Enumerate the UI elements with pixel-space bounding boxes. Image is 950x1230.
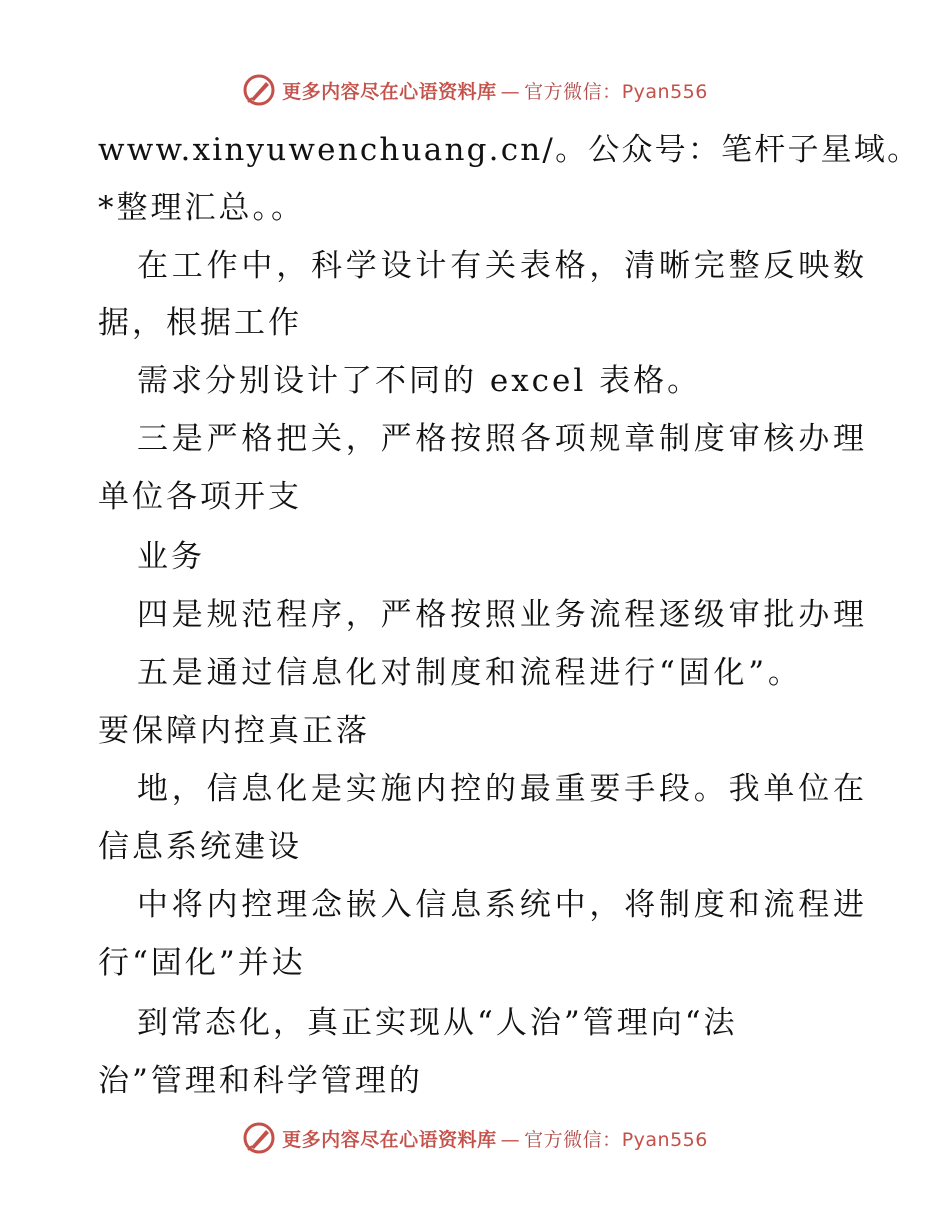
text-line: 业务 (137, 539, 205, 575)
watermark-main-text: 更多内容尽在心语资料库 (282, 80, 497, 103)
text-line: 中将内控理念嵌入信息系统中，将制度和流程进 (137, 887, 868, 923)
text-line: 行“固化”并达 (98, 945, 306, 981)
watermark-wechat-id: Pyan556 (621, 80, 708, 103)
text-line: 到常态化，真正实现从“人治”管理向“法 (137, 1005, 738, 1041)
text-line: 五是通过信息化对制度和流程进行“固化”。 (137, 655, 803, 691)
text-line: 三是严格把关，严格按照各项规章制度审核办理 (137, 421, 868, 457)
text-line: 在工作中，科学设计有关表格，清晰完整反映数 (137, 248, 868, 284)
watermark-dash: — (500, 80, 521, 103)
text-line: 信息系统建设 (98, 829, 302, 865)
footer-watermark (0, 1118, 950, 1158)
text-line: 需求分别设计了不同的 excel 表格。 (137, 363, 702, 399)
text-line: *整理汇总。。 (98, 190, 305, 226)
text-line: 据，根据工作 (98, 305, 302, 341)
watermark-dash: — (500, 1128, 521, 1151)
watermark-wechat-id: Pyan556 (621, 1128, 708, 1151)
text-line: 地，信息化是实施内控的最重要手段。我单位在 (137, 771, 868, 807)
quill-logo-icon (242, 1121, 276, 1155)
text-line: 要保障内控真正落 (98, 713, 370, 749)
text-line: 单位各项开支 (98, 479, 302, 515)
text-line: 治”管理和科学管理的 (98, 1063, 423, 1099)
watermark-official-label: 官方微信： (524, 80, 622, 103)
watermark-official-label: 官方微信： (524, 1128, 622, 1151)
watermark-main-text: 更多内容尽在心语资料库 (282, 1128, 497, 1151)
text-line: www.xinyuwenchuang.cn/。公众号：笔杆子星域。 (98, 132, 921, 168)
text-line: 四是规范程序，严格按照业务流程逐级审批办理 (137, 597, 868, 633)
